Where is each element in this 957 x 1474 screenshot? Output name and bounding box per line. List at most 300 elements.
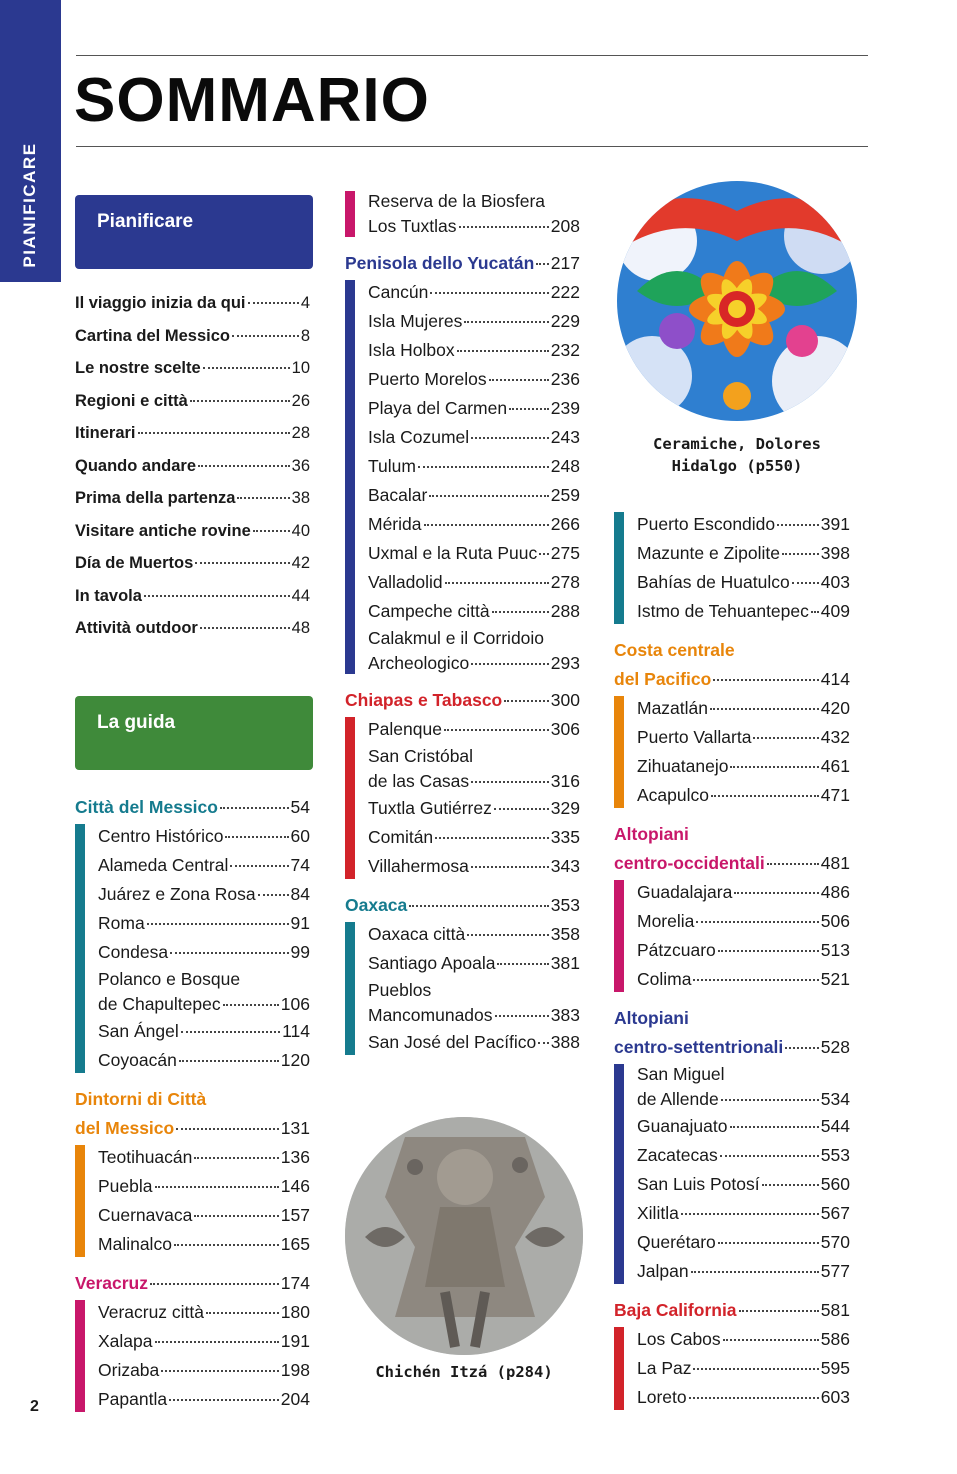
toc-entry[interactable] [637,752,850,781]
toc-entry-leader [711,795,819,797]
plan-item-label: Quando andare [75,456,197,475]
section-color-bar [345,191,355,237]
toc-entry-leader [429,495,548,497]
toc-entry-page: 278 [550,572,580,592]
toc-entry[interactable] [368,949,580,978]
plan-item-leader [237,497,289,499]
plan-item[interactable] [75,482,310,515]
toc-entry-leader [258,894,289,896]
toc-entry-line: San Cristóbal [368,746,474,766]
toc-entry-label: Palenque [368,719,442,739]
toc-entry[interactable] [98,880,310,909]
section-heading-label: centro-settentrionali [614,1037,784,1057]
page-title: SOMMARIO [74,66,430,135]
plan-box-label: Pianificare [97,211,194,232]
plan-item[interactable] [75,612,310,645]
toc-entry-leader [492,611,549,613]
toc-column-3 [614,510,850,1412]
toc-entry-page: 99 [290,942,310,962]
toc-entry[interactable] [368,539,580,568]
toc-entry[interactable] [98,1143,310,1172]
ceramics-caption [617,433,857,477]
toc-entry-label: Zacatecas [637,1145,718,1165]
toc-entry-label: La Paz [637,1358,692,1378]
toc-entry[interactable] [98,938,310,967]
section-heading-page: 581 [820,1300,850,1320]
toc-entry-label: Querétaro [637,1232,716,1252]
toc-entry-leader [689,1397,819,1399]
plan-item-label: Regioni e città [75,391,188,410]
plan-item-label: Le nostre scelte [75,359,201,377]
toc-entry-leader [495,1015,549,1017]
toc-entry-page: 329 [550,798,580,818]
toc-entry-leader [693,1368,818,1370]
toc-entry-label: Roma [98,913,145,933]
toc-entry[interactable] [637,694,850,723]
toc-entry-label: Coyoacán [98,1050,177,1070]
section-heading[interactable] [614,1033,850,1062]
toc-entry-page: 229 [550,311,580,331]
toc-entry-leader [471,781,549,783]
section-color-bar [614,1064,624,1284]
section-baja [614,1296,850,1412]
plan-item-label: Itinerari [75,424,136,442]
toc-entry-leader [459,226,549,228]
plan-item[interactable] [75,450,310,483]
section-heading-leader [536,263,548,265]
toc-entry-page: 84 [290,884,310,904]
section-veracruz [75,1269,310,1414]
toc-entry[interactable] [98,1172,310,1201]
toc-entry-page: 222 [550,282,580,302]
toc-column-2 [345,189,580,1057]
toc-entry-page: 567 [820,1203,850,1223]
toc-entry-label: Uxmal e la Ruta Puuc [368,543,538,563]
plan-item-page: 48 [291,619,310,637]
ceramics-photo [617,181,857,421]
toc-entry[interactable] [98,1017,310,1046]
plan-item[interactable] [75,515,310,548]
toc-entry[interactable] [98,992,310,1017]
toc-entry[interactable] [637,597,850,626]
toc-entry-leader [445,582,549,584]
toc-entry-leader [693,979,818,981]
side-tab-label: PIANIFICARE [20,142,39,268]
toc-entry-page: 560 [820,1174,850,1194]
chichen-itza-photo [345,1117,583,1355]
toc-entry[interactable] [637,1257,850,1286]
toc-entry-leader [155,1186,279,1188]
section-heading-page: 300 [550,690,580,710]
toc-entry-leader [225,836,288,838]
toc-entry[interactable] [98,1385,310,1414]
plan-item-leader [144,595,290,597]
toc-entry-leader [181,1031,280,1033]
plan-item-leader [198,465,290,467]
plan-item[interactable] [75,417,310,450]
section-color-bar [614,512,624,624]
toc-entry[interactable] [368,481,580,510]
ceramics-illustration [617,181,857,421]
plan-item-page: 4 [300,294,310,312]
toc-entry-leader [194,1157,278,1159]
section-heading[interactable] [614,665,850,694]
toc-entry-page: 306 [550,719,580,739]
plan-item-label: Visitare antiche rovine [75,521,251,540]
toc-entry-label: Bacalar [368,485,428,505]
plan-item-page: 10 [291,359,310,377]
toc-entry-leader [435,837,549,839]
section-color-bar [614,880,624,992]
toc-entry[interactable] [98,1327,310,1356]
section-heading[interactable] [345,249,580,278]
toc-entry[interactable] [637,1228,850,1257]
toc-entry-page: 461 [820,756,850,776]
plan-item[interactable] [75,352,310,385]
toc-entry[interactable] [368,715,580,744]
toc-entry[interactable] [368,423,580,452]
section-entries [345,920,580,1057]
section-citta [75,793,310,1075]
toc-entry-page: 381 [550,953,580,973]
toc-entry-label: Mérida [368,514,422,534]
toc-entry-label: Guadalajara [637,882,733,902]
toc-entry[interactable] [368,852,580,881]
toc-entry-label: San Ángel [98,1021,179,1041]
toc-entry-leader [734,892,818,894]
toc-entry-leader [494,808,549,810]
toc-entry-line: Reserva de la Biosfera [368,191,546,211]
toc-entry-label: Condesa [98,942,169,962]
toc-entry-leader [430,292,548,294]
toc-entry-leader [169,1399,279,1401]
plan-item-page: 36 [291,456,310,475]
plan-item-label: Attività outdoor [75,619,198,637]
ceramics-caption-line-2: Hidalgo (p550) [671,457,803,475]
ceramics-caption-line-1: Ceramiche, Dolores [653,435,821,453]
section-heading-leader [739,1310,819,1312]
plan-list [75,287,310,645]
toc-entry-label: Puerto Morelos [368,369,487,389]
toc-entry-label: Veracruz città [98,1302,205,1322]
toc-entry[interactable] [98,1046,310,1075]
plan-box [75,195,313,269]
section-heading-page: 414 [820,669,850,689]
toc-entry-page: 603 [820,1387,850,1407]
toc-entry-page: 120 [280,1050,310,1070]
toc-entry[interactable] [368,597,580,626]
section-heading-label: Oaxaca [345,895,408,915]
toc-entry-label: Guanajuato [637,1116,728,1136]
section-heading-line: Altopiani [614,1008,689,1028]
section-heading-page: 174 [280,1273,310,1293]
toc-entry-page: 74 [290,855,310,875]
toc-entry-page: 243 [550,427,580,447]
plan-item-page: 8 [300,326,310,345]
toc-entry-leader [223,1004,279,1006]
toc-entry[interactable] [637,1087,850,1112]
toc-entry-label: Zihuatanejo [637,756,729,776]
toc-entry-leader [230,865,288,867]
section-heading-leader [176,1128,279,1130]
toc-entry-label: Colima [637,969,692,989]
toc-entry-leader [720,1155,819,1157]
toc-entry[interactable] [637,1141,850,1170]
plan-item-page: 38 [291,489,310,507]
plan-item-leader [200,627,290,629]
plan-item[interactable] [75,580,310,613]
section-oaxaca_cont [614,510,850,626]
section-color-bar [345,280,355,674]
toc-entry-label: Pátzcuaro [637,940,716,960]
plan-item-page: 44 [291,586,310,605]
toc-entry-page: 239 [550,398,580,418]
toc-entry-leader [696,921,818,923]
toc-entry-page: 553 [820,1145,850,1165]
toc-entry-label: Isla Cozumel [368,427,470,447]
section-heading-label: del Pacifico [614,669,712,689]
plan-item-label: Prima della partenza [75,489,236,507]
toc-entry[interactable] [98,909,310,938]
toc-entry-label: Xalapa [98,1331,153,1351]
toc-entry-leader [710,708,819,710]
toc-entry[interactable] [637,1383,850,1412]
section-color-bar [614,1327,624,1410]
plan-item-page: 42 [291,554,310,572]
toc-entry-leader [730,1126,819,1128]
toc-entry[interactable] [637,936,850,965]
toc-entry[interactable] [98,1230,310,1259]
section-heading-label: centro-occidentali [614,853,765,873]
toc-entry[interactable] [637,1325,850,1354]
toc-entry-page: 114 [282,1021,310,1041]
toc-entry[interactable] [368,794,580,823]
toc-entry-leader [467,934,549,936]
toc-entry[interactable] [98,1298,310,1327]
toc-entry-label: Malinalco [98,1234,172,1254]
plan-item-page: 40 [291,521,310,540]
toc-entry-label: Campeche città [368,601,490,621]
toc-entry-page: 398 [820,543,850,563]
toc-entry-leader [753,737,818,739]
section-heading[interactable] [614,1296,850,1325]
toc-entry-leader [457,350,549,352]
toc-entry-page: 288 [550,601,580,621]
plan-item-leader [190,400,290,402]
toc-entry-leader [718,950,819,952]
toc-entry[interactable] [98,851,310,880]
section-heading[interactable] [614,849,850,878]
toc-entry-leader [206,1312,279,1314]
toc-entry-page: 586 [820,1329,850,1349]
section-heading-leader [150,1283,279,1285]
toc-entry-line: Pueblos [368,980,432,1000]
toc-entry[interactable] [368,769,580,794]
toc-entry-page: 383 [550,1005,580,1025]
toc-entry[interactable] [637,510,850,539]
toc-entry-leader [464,321,548,323]
section-entries [614,878,850,994]
plan-item-page: 28 [291,424,310,442]
plan-item-leader [203,367,290,369]
section-heading[interactable] [75,1269,310,1298]
guide-box [75,696,313,770]
toc-entry[interactable] [637,723,850,752]
toc-entry-page: 236 [550,369,580,389]
toc-entry-leader [155,1341,279,1343]
toc-entry-page: 513 [820,940,850,960]
plan-item-label: Il viaggio inizia da qui [75,294,246,312]
side-tab [0,0,61,282]
section-entries [345,189,580,239]
toc-entry-page: 343 [550,856,580,876]
toc-entry[interactable] [637,1112,850,1141]
toc-entry[interactable] [368,651,580,676]
section-heading[interactable] [345,686,580,715]
toc-entry[interactable] [368,1003,580,1028]
toc-entry-page: 180 [280,1302,310,1322]
section-pacifico [614,636,850,810]
toc-entry-label: Oaxaca città [368,924,466,944]
plan-item-leader [253,530,290,532]
toc-entry-page: 106 [280,994,310,1014]
toc-entry-leader [194,1215,278,1217]
toc-entry-page: 595 [820,1358,850,1378]
toc-entry-leader [418,466,549,468]
toc-entry-label: Xilitla [637,1203,679,1223]
toc-entry-page: 275 [550,543,580,563]
toc-entry-label: Tuxtla Gutiérrez [368,798,492,818]
toc-entry-label: Tulum [368,456,416,476]
plan-item[interactable] [75,287,310,320]
toc-entry-leader [730,766,818,768]
section-heading[interactable] [75,1114,310,1143]
guide-box-label: La guida [97,712,176,733]
title-rule [76,146,868,147]
toc-entry[interactable] [98,1201,310,1230]
toc-entry[interactable] [368,510,580,539]
toc-entry[interactable] [98,1356,310,1385]
plan-item[interactable] [75,320,310,353]
toc-entry-page: 506 [820,911,850,931]
toc-entry-page: 165 [280,1234,310,1254]
toc-entry-page: 191 [280,1331,310,1351]
toc-entry[interactable] [637,539,850,568]
plan-item-page: 26 [291,391,310,410]
toc-entry[interactable] [637,781,850,810]
toc-entry-label: Mazatlán [637,698,709,718]
toc-entry-label: Loreto [637,1387,687,1407]
toc-entry[interactable] [637,878,850,907]
toc-entry-line: San Miguel [637,1064,725,1084]
toc-entry-leader [782,553,819,555]
toc-entry-leader [539,553,549,555]
toc-entry-leader [718,1242,819,1244]
toc-entry-label: Morelia [637,911,695,931]
toc-entry-label: Puerto Escondido [637,514,776,534]
toc-entry[interactable] [368,365,580,394]
toc-entry[interactable] [637,965,850,994]
section-entries [75,1143,310,1259]
toc-entry[interactable] [637,568,850,597]
section-color-bar [75,824,85,1073]
plan-item[interactable] [75,547,310,580]
toc-entry-leader [721,1099,819,1101]
toc-entry[interactable] [368,307,580,336]
toc-entry-label: de Chapultepec [98,994,221,1014]
plan-item-leader [232,335,299,337]
section-heading[interactable] [345,891,580,920]
section-entries [614,510,850,626]
toc-entry-leader [762,1184,819,1186]
section-heading-page: 54 [290,797,310,817]
toc-entry-leader [444,729,549,731]
toc-entry-page: 432 [820,727,850,747]
toc-entry-page: 391 [820,514,850,534]
section-heading-page: 131 [280,1118,310,1138]
toc-entry-leader [509,408,549,410]
toc-entry-label: Mazunte e Zipolite [637,543,780,563]
toc-entry-leader [471,866,549,868]
section-entries [75,822,310,1075]
toc-entry[interactable] [368,1028,580,1057]
section-heading-line: Costa centrale [614,640,735,660]
section-heading-page: 481 [820,853,850,873]
toc-entry-page: 521 [820,969,850,989]
toc-entry[interactable] [637,1354,850,1383]
toc-entry-page: 91 [290,913,310,933]
toc-entry[interactable] [368,568,580,597]
toc-entry[interactable] [368,214,580,239]
toc-entry[interactable] [368,452,580,481]
toc-entry[interactable] [368,823,580,852]
section-heading-label: Baja California [614,1300,737,1320]
plan-item-leader [248,302,299,304]
section-heading-label: Città del Messico [75,797,218,817]
toc-entry-label: Alameda Central [98,855,229,875]
plan-item[interactable] [75,385,310,418]
toc-entry[interactable] [637,1170,850,1199]
toc-entry-label: San Luis Potosí [637,1174,760,1194]
toc-entry[interactable] [368,394,580,423]
toc-entry[interactable] [98,822,310,851]
top-rule [76,55,868,56]
section-yucatan [345,249,580,676]
toc-entry-leader [681,1213,819,1215]
toc-entry-label: Archeologico [368,653,470,673]
toc-entry-leader [471,663,549,665]
section-heading-page: 353 [550,895,580,915]
toc-entry-page: 534 [820,1089,850,1109]
section-entries [345,278,580,676]
toc-entry[interactable] [368,920,580,949]
section-entries [75,1298,310,1414]
toc-entry[interactable] [637,1199,850,1228]
toc-entry[interactable] [637,907,850,936]
toc-entry-label: Papantla [98,1389,168,1409]
section-heading[interactable] [75,793,310,822]
toc-entry-label: Orizaba [98,1360,160,1380]
toc-entry-page: 486 [820,882,850,902]
toc-entry-label: Villahermosa [368,856,469,876]
section-heading-leader [409,905,549,907]
toc-entry-leader [147,923,289,925]
section-color-bar [614,696,624,808]
toc-entry-page: 544 [820,1116,850,1136]
toc-entry-label: Acapulco [637,785,709,805]
toc-entry[interactable] [368,278,580,307]
toc-entry[interactable] [368,336,580,365]
